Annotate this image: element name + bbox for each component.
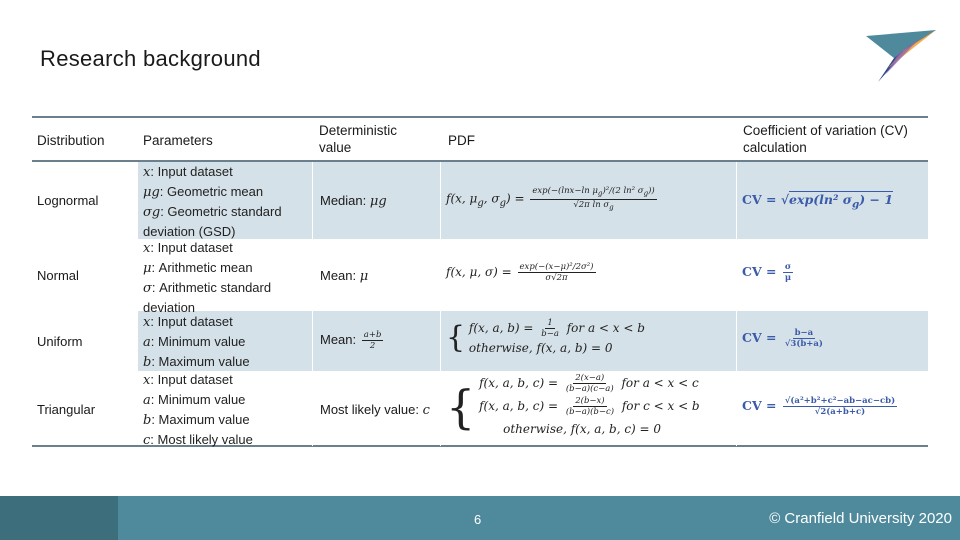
page-title: Research background: [40, 46, 261, 71]
parameter-item: a: Minimum value: [143, 392, 246, 408]
parameter-item: μg: Geometric mean: [143, 184, 264, 200]
distribution-name: Uniform: [37, 334, 83, 349]
parameter-item: c: Most likely value: [143, 432, 253, 448]
distribution-name: Lognormal: [37, 193, 99, 208]
header-deterministic-value: Deterministic value: [319, 123, 398, 155]
parameter-item: x: Input dataset: [143, 164, 233, 180]
deterministic-value: Median: μg: [320, 193, 387, 209]
parameter-list: [143, 312, 250, 372]
copyright-text: © Cranfield University 2020: [769, 510, 952, 527]
column-divider: [736, 162, 737, 446]
parameter-item: x: Input dataset: [143, 372, 233, 388]
header-distribution: Distribution: [37, 133, 105, 148]
distribution-name: Normal: [37, 268, 79, 283]
pdf-formula-triangular: { f(x, a, b, c) = $\frac{2(x-a)}{(b-a)(c-a)}$ for a < x < c f(x, a, b, c) = $\frac{2(b-x)}{(b-a)(b-c)}$ for c < x < b otherwise, f(x, a, b, c) = 0: [446, 373, 700, 436]
parameter-item: b: Maximum value: [143, 354, 250, 370]
parameter-list: [143, 238, 271, 317]
parameter-list: [143, 370, 253, 450]
parameter-item: b: Maximum value: [143, 412, 250, 428]
header-pdf: PDF: [448, 133, 475, 148]
header-cv: Coefficient of variation (CV) calculation: [743, 123, 908, 155]
distribution-name: Triangular: [37, 402, 96, 417]
pdf-formula-lognormal: f(x, $\mu_g$, $\sigma_g$) = $\frac{\exp(-(\ln x-\ln \mu_g)^2/(2 \ln^2 \sigma_g))}{√2\pi \ln \sigma_g}$: [446, 186, 655, 212]
cv-formula-uniform: CV = $\frac{b-a}{√3(b+a)}$: [742, 328, 823, 349]
parameter-item: μ: Arithmetic mean: [143, 260, 253, 276]
cv-formula-lognormal: CV = √exp(ln² $\sigma_g) - 1$: [742, 192, 894, 211]
deterministic-value: Most likely value: c: [320, 402, 430, 418]
uniform-mean-formula: $\frac{a+b}{2}$: [363, 330, 382, 351]
parameter-list: [143, 162, 282, 241]
header-parameters: Parameters: [143, 133, 213, 148]
cv-formula-normal: CV = $\frac{\sigma}{\mu}$: [742, 262, 792, 283]
parameter-item: a: Minimum value: [143, 334, 246, 350]
pdf-formula-normal: f(x, μ, σ) = $\frac{\text{exp(−(x−μ)²/2σ²)}}{\sigma√2\pi}$: [446, 262, 594, 283]
cranfield-logo: [864, 28, 938, 84]
parameter-item: σ: Arithmetic standard: [143, 280, 272, 296]
column-divider: [312, 162, 313, 446]
parameter-item: x: Input dataset: [143, 314, 233, 330]
parameter-item: x: Input dataset: [143, 240, 233, 256]
pdf-formula-uniform: { f(x, a, b) = $\frac{1}{b-a}$ for a < x < b otherwise, f(x, a, b) = 0: [446, 318, 645, 355]
column-divider: [440, 162, 441, 446]
deterministic-value: Mean: μ: [320, 268, 369, 284]
page-number: 6: [474, 512, 482, 527]
parameter-item: deviation (GSD): [143, 224, 236, 239]
parameter-item: deviation: [143, 300, 196, 315]
parameter-item: σg: Geometric standard: [143, 204, 282, 220]
deterministic-value: Mean: $\frac{a+b}{2}$: [320, 330, 382, 351]
cv-formula-triangular: CV = $\frac{\text{√(a²+b²+c²−ab−ac−cb)}}{√2(a+b+c)}$: [742, 396, 896, 417]
